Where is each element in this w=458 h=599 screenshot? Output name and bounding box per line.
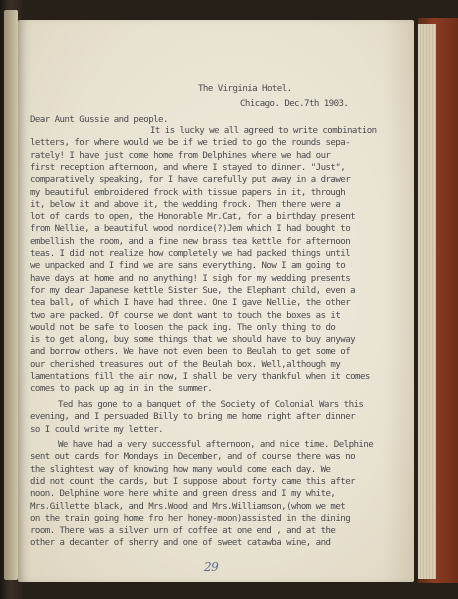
letter-line: lamentations fill the air now, I shall be very thankful when it comes — [30, 372, 370, 382]
letter-line: and borrow others. We have not even been to Beulah to get some of — [30, 347, 351, 358]
letter-line: is to get along, buy some things that we should have to buy anyway — [30, 335, 356, 346]
letter-line: on the train going home fro her honey-moon)assisted in the dining — [30, 513, 351, 524]
letter-page — [18, 20, 414, 582]
letter-line: Ted has gone to a banquet of the Society of Colonial Wars this — [58, 400, 364, 410]
letter-line: comparatively speaking, for I have carefully put away in a drawer — [30, 175, 351, 186]
salutation: Dear Aunt Gussie and people. — [30, 115, 168, 125]
letter-line: room. There was a silver urn of coffee at one end , and at the — [30, 526, 336, 537]
letter-line: did not count the cards, but I suppose about forty came this after — [30, 476, 356, 487]
letter-line: noon. Delphine wore here white and green dress and I my white, — [30, 489, 336, 500]
letter-line: We have had a very successful afternoon, and nice time. Delphine — [58, 440, 374, 450]
letter-line: my beautiful embroidered frock with tissue papers in it, through — [30, 187, 346, 198]
letterhead-place-date: Chicago. Dec.7th 1903. — [240, 99, 349, 109]
letter-line: It is lucky we all agreed to write combination — [150, 126, 377, 136]
letter-line: evening, and I persuaded Billy to bring me home right after dinner — [30, 412, 356, 423]
letter-line: letters, for where would we be if we tried to go the rounds sepa- — [30, 138, 351, 149]
letter-line: our cherished treasures out of the Beulah box. Well,although my — [30, 359, 341, 370]
letter-line: rately! I have just come home from Delphines where we had our — [30, 150, 331, 161]
letter-line: we unpacked and I find we are sans everything. Now I am going to — [30, 261, 346, 272]
letter-line: comes to pack up ag in in the summer. — [30, 384, 213, 395]
page-shadow — [384, 20, 414, 582]
letter-line: for my dear Japanese kettle Sister Sue, the Elephant child, even a — [30, 285, 356, 296]
letter-line: Mrs.Gillette black, and Mrs.Wood and Mrs.Williamson,(whom we met — [30, 501, 346, 512]
letter-line: teas. I did not realize how completely we had packed things until — [30, 249, 351, 259]
letter-line: lot of cards to open, the Honorable Mr.Cat, for a birthday present — [30, 212, 356, 223]
letter-line: first reception afternoon, and where I stayed to dinner. "Just", — [30, 162, 346, 173]
letter-line: from Nellie, a beautiful wood nordice(?)Jem which I had bought to — [30, 224, 351, 235]
page-stack-edge — [418, 24, 436, 579]
page-number: 29 — [204, 560, 219, 574]
letter-line: other a decanter of sherry and one of sweet catawba wine, and — [30, 538, 331, 549]
letter-line: have days at home and no anything! I sigh for my wedding presents — [30, 273, 351, 284]
letter-line: it, below it and above it, the wedding frock. Then there were a — [30, 199, 341, 210]
previous-page-edge — [4, 10, 18, 580]
letter-line: sent out cards for Mondays in December, and of course there was no — [30, 452, 356, 463]
letter-line: would not be safe to loosen the pack ing. The only thing to do — [30, 322, 336, 333]
letter-line: embellish the room, and a fine new brass tea kettle for afternoon — [30, 236, 351, 247]
letter-line: tea ball, of which I have had three. One I gave Nellie, the other — [30, 298, 351, 309]
letter-line: the slightest way of knowing how many would come each day. We — [30, 464, 331, 475]
letter-line: so I could write my letter. — [30, 424, 163, 435]
letter-line: two are packed. Of course we dont want to touch the boxes as it — [30, 310, 341, 321]
letterhead-hotel: The Virginia Hotel. — [198, 84, 292, 94]
